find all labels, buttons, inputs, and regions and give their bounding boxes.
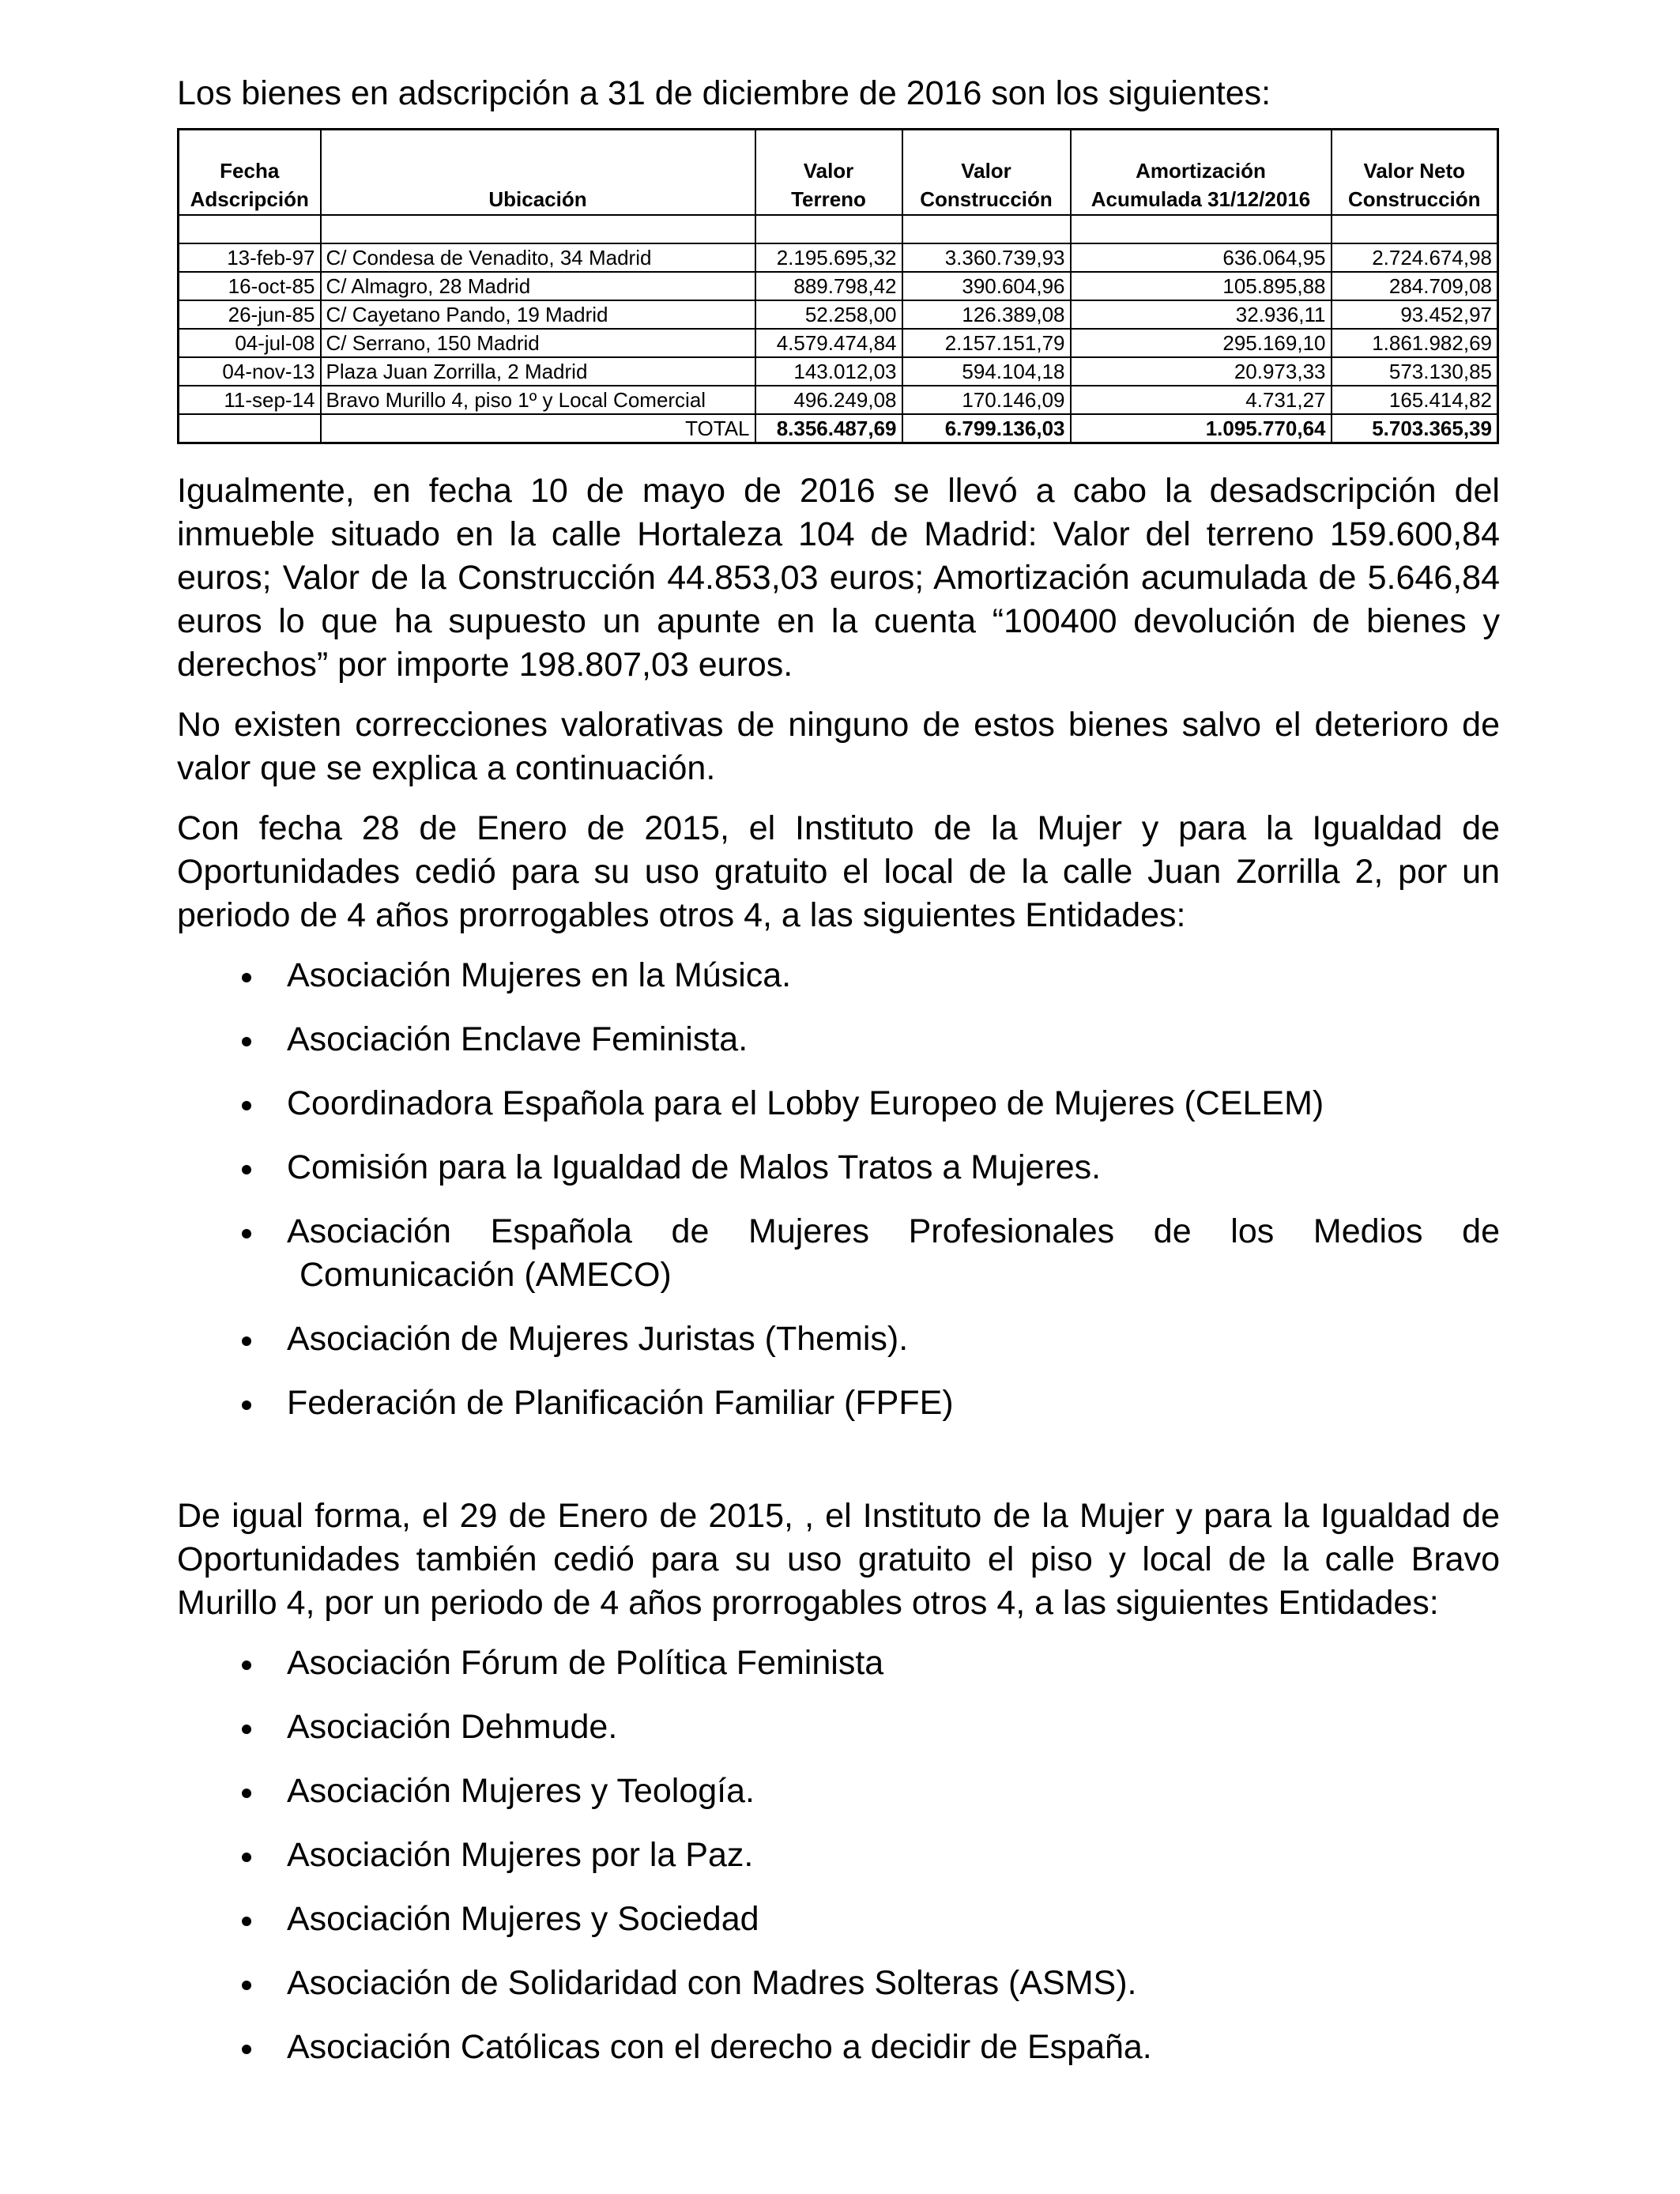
entities-list-juan-zorrilla: [177, 954, 1500, 1425]
bullet-icon: [242, 1037, 251, 1046]
bullet-icon: [242, 1789, 251, 1798]
list-item: Asociación Dehmude.: [177, 1706, 1500, 1749]
paragraph-juan-zorrilla: Con fecha 28 de Enero de 2015, el Instituto de la Mujer y para la Igualdad de Oportunidades cedió para su uso gratuito el local de la calle Juan Zorrilla 2, por un periodo de 4 años prorrogables otros 4, a las siguientes Entidades:: [177, 809, 1500, 934]
bullet-icon: [242, 1336, 251, 1346]
list-item: Coordinadora Española para el Lobby Europeo de Mujeres (CELEM): [177, 1082, 1500, 1125]
cell-location: C/ Cayetano Pando, 19 Madrid: [321, 300, 755, 329]
list-item: Federación de Planificación Familiar (FPFE): [177, 1382, 1500, 1425]
total-amortization: 1.095.770,64: [1071, 414, 1332, 443]
assets-table: [177, 128, 1499, 444]
document-page: [177, 68, 1500, 2090]
bullet-icon: [242, 1101, 251, 1110]
table-row: [179, 329, 1498, 357]
bullet-icon: [242, 1661, 251, 1670]
header-location-l1: [321, 130, 755, 185]
cell-location: C/ Condesa de Venadito, 34 Madrid: [321, 243, 755, 272]
bullet-icon: [242, 1165, 251, 1174]
total-net: 5.703.365,39: [1332, 414, 1498, 443]
intro-line: Los bienes en adscripción a 31 de diciembre de 2016 son los siguientes:: [177, 74, 1271, 112]
cell-location: C/ Serrano, 150 Madrid: [321, 329, 755, 357]
bullet-icon: [242, 2045, 251, 2054]
cell-amortization: 20.973,33: [1071, 357, 1332, 386]
cell-amortization: 4.731,27: [1071, 386, 1332, 414]
cell-construction: 3.360.739,93: [902, 243, 1071, 272]
cell-net: 573.130,85: [1332, 357, 1498, 386]
cell-construction: 126.389,08: [902, 300, 1071, 329]
total-land: 8.356.487,69: [755, 414, 902, 443]
header-amortization-l2: Acumulada 31/12/2016: [1071, 184, 1332, 215]
list-item: Comisión para la Igualdad de Malos Tratos a Mujeres.: [177, 1146, 1500, 1189]
header-land-l2: Terreno: [755, 184, 902, 215]
list-item: Asociación de Mujeres Juristas (Themis).: [177, 1318, 1500, 1361]
cell-construction: 170.146,09: [902, 386, 1071, 414]
list-item: Asociación Mujeres por la Paz.: [177, 1834, 1500, 1877]
list-item: Asociación Española de Mujeres Profesionales de los Medios de Comunicación (AMECO): [177, 1210, 1500, 1297]
paragraph-correcciones: No existen correcciones valorativas de ninguno de estos bienes salvo el deterioro de valor que se explica a continuación.: [177, 706, 1500, 787]
cell-land: 2.195.695,32: [755, 243, 902, 272]
cell-date: 16-oct-85: [179, 272, 321, 300]
list-item: Asociación Mujeres y Sociedad: [177, 1898, 1500, 1941]
header-net-l1: Valor Neto: [1332, 130, 1498, 185]
header-location-l2: Ubicación: [321, 184, 755, 215]
total-label: TOTAL: [321, 414, 755, 443]
table-spacer-row: [179, 215, 1498, 243]
cell-net: 1.861.982,69: [1332, 329, 1498, 357]
cell-amortization: 32.936,11: [1071, 300, 1332, 329]
cell-date: 04-nov-13: [179, 357, 321, 386]
list-item: Asociación Fórum de Política Feminista: [177, 1642, 1500, 1685]
cell-amortization: 636.064,95: [1071, 243, 1332, 272]
header-net-l2: Construcción: [1332, 184, 1498, 215]
bullet-icon: [242, 1981, 251, 1990]
table-total-row: [179, 414, 1498, 443]
cell-construction: 594.104,18: [902, 357, 1071, 386]
bullet-icon: [242, 1400, 251, 1410]
bullet-icon: [242, 1917, 251, 1926]
cell-amortization: 295.169,10: [1071, 329, 1332, 357]
header-date-l1: Fecha: [179, 130, 321, 185]
bullet-icon: [242, 1853, 251, 1862]
cell-net: 2.724.674,98: [1332, 243, 1498, 272]
table-row: [179, 243, 1498, 272]
header-land-l1: Valor: [755, 130, 902, 185]
list-item: Asociación Católicas con el derecho a decidir de España.: [177, 2026, 1500, 2069]
cell-net: 284.709,08: [1332, 272, 1498, 300]
cell-date: 13-feb-97: [179, 243, 321, 272]
cell-amortization: 105.895,88: [1071, 272, 1332, 300]
table-row: [179, 357, 1498, 386]
paragraph-desadscripcion: Igualmente, en fecha 10 de mayo de 2016 se llevó a cabo la desadscripción del inmueble situado en la calle Hortaleza 104 de Madrid: Valor del terreno 159.600,84 euros; Valor de la Construcción 44.853,03 euros; Amortización acumulada de 5.646,84 euros lo que ha supuesto un apunte en la cuenta “100400 devolución de bienes y derechos” por importe 198.807,03 euros.: [177, 472, 1500, 684]
cell-location: Plaza Juan Zorrilla, 2 Madrid: [321, 357, 755, 386]
list-item: Asociación Mujeres en la Música.: [177, 954, 1500, 997]
table-header-row-2: [179, 184, 1498, 215]
cell-construction: 2.157.151,79: [902, 329, 1071, 357]
table-row: [179, 272, 1498, 300]
table-row: [179, 386, 1498, 414]
cell-date: 04-jul-08: [179, 329, 321, 357]
spacer: [177, 1446, 1500, 1495]
header-date-l2: Adscripción: [179, 184, 321, 215]
header-amortization-l1: Amortización: [1071, 130, 1332, 185]
list-item: Asociación Mujeres y Teología.: [177, 1770, 1500, 1813]
bullet-icon: [242, 1725, 251, 1734]
cell-construction: 390.604,96: [902, 272, 1071, 300]
list-item: Asociación Enclave Feminista.: [177, 1018, 1500, 1061]
cell-empty: [179, 414, 321, 443]
header-construction-l2: Construcción: [902, 184, 1071, 215]
header-construction-l1: Valor: [902, 130, 1071, 185]
bullet-icon: [242, 973, 251, 982]
cell-date: 26-jun-85: [179, 300, 321, 329]
list-item: Asociación de Solidaridad con Madres Solteras (ASMS).: [177, 1962, 1500, 2005]
cell-net: 93.452,97: [1332, 300, 1498, 329]
cell-land: 143.012,03: [755, 357, 902, 386]
cell-location: Bravo Murillo 4, piso 1º y Local Comercial: [321, 386, 755, 414]
bullet-icon: [242, 1229, 251, 1238]
cell-date: 11-sep-14: [179, 386, 321, 414]
paragraph-bravo-murillo: De igual forma, el 29 de Enero de 2015, , el Instituto de la Mujer y para la Igualdad de Oportunidades también cedió para su uso gratuito el piso y local de la calle Bravo Murillo 4, por un periodo de 4 años prorrogables otros 4, a las siguientes Entidades:: [177, 1497, 1500, 1622]
table-row: [179, 300, 1498, 329]
table-header-row-1: [179, 130, 1498, 185]
entities-list-bravo-murillo: [177, 1642, 1500, 2069]
cell-location: C/ Almagro, 28 Madrid: [321, 272, 755, 300]
cell-net: 165.414,82: [1332, 386, 1498, 414]
cell-land: 889.798,42: [755, 272, 902, 300]
cell-land: 4.579.474,84: [755, 329, 902, 357]
cell-land: 52.258,00: [755, 300, 902, 329]
total-construction: 6.799.136,03: [902, 414, 1071, 443]
cell-land: 496.249,08: [755, 386, 902, 414]
